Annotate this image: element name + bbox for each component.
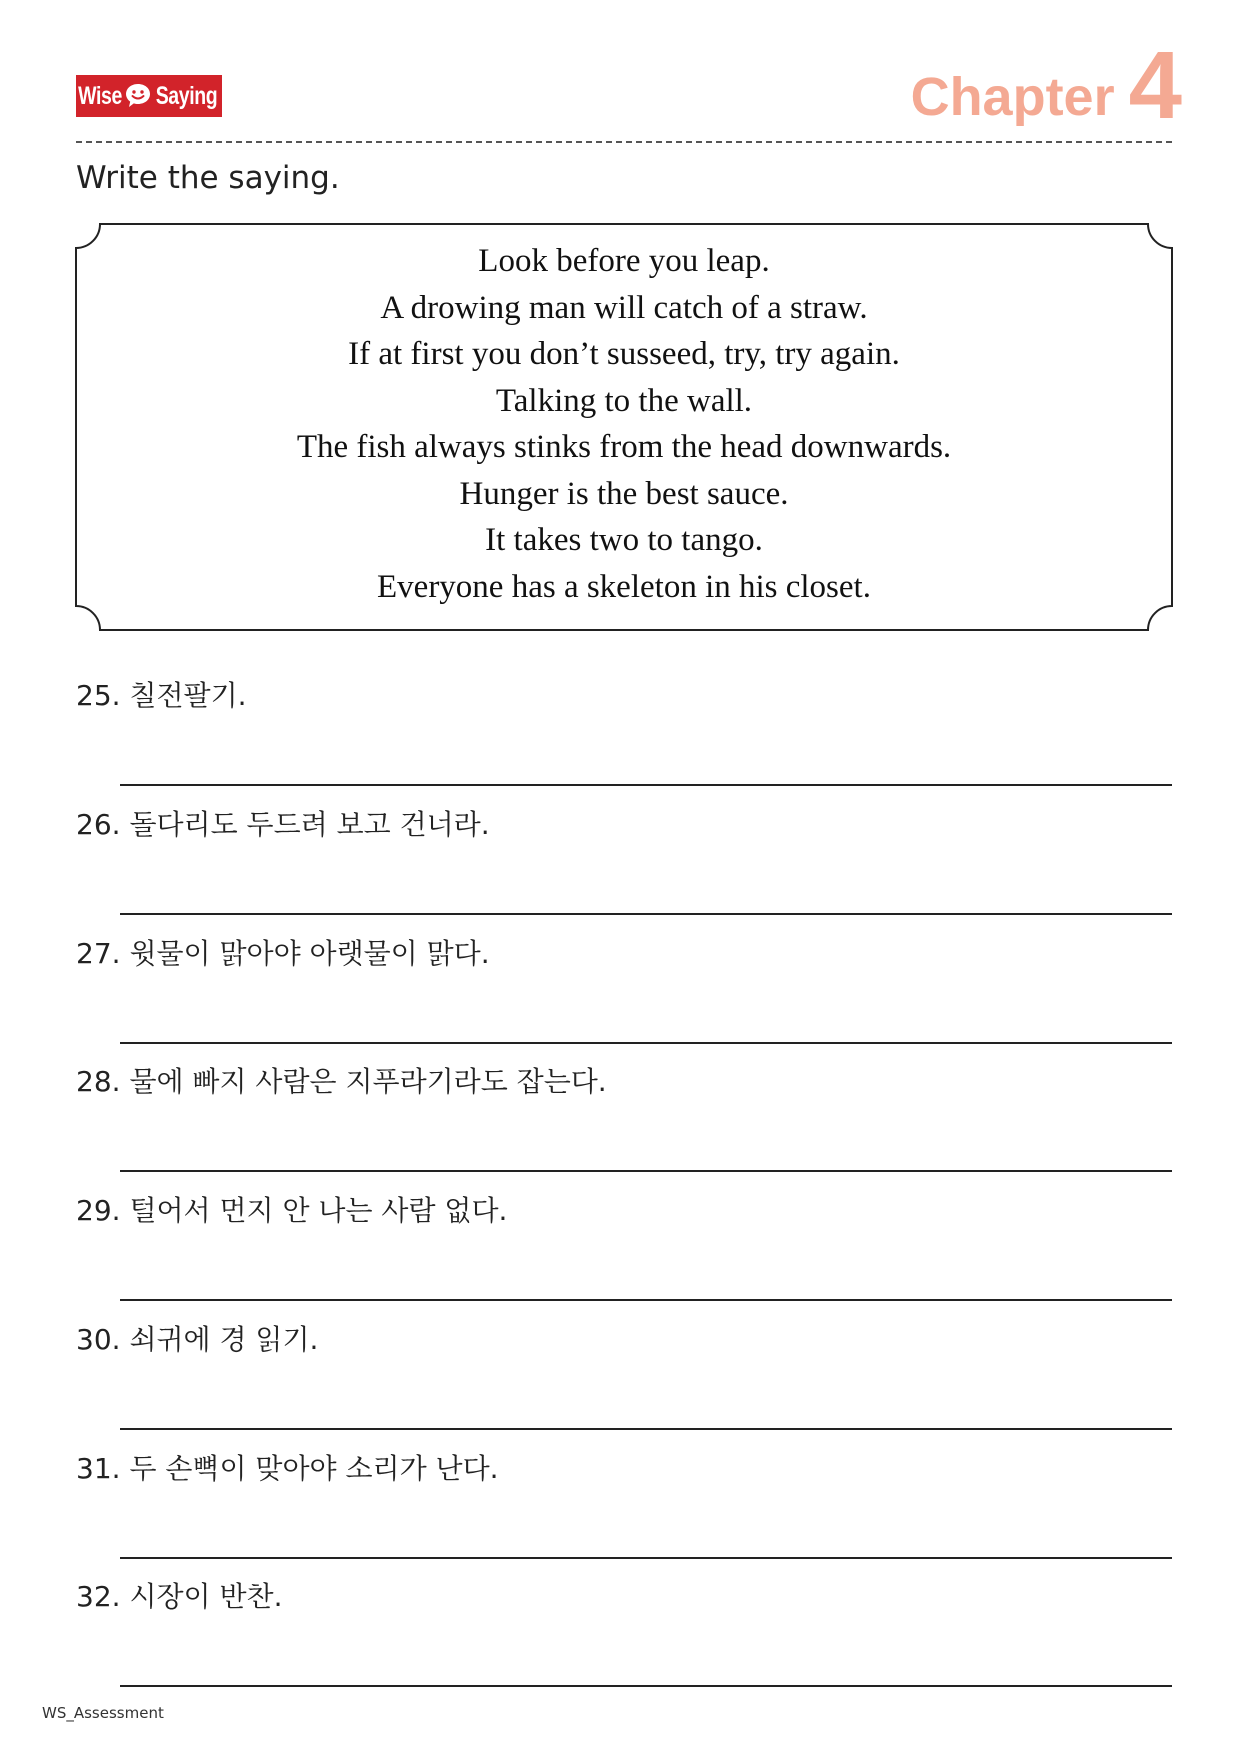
question-prompt — [76, 1575, 282, 1615]
chapter-label: Chapter — [910, 67, 1115, 127]
question-number: 26. — [76, 808, 121, 841]
question-prompt — [76, 932, 490, 972]
question-text: 윗물이 맑아야 아랫물이 맑다. — [129, 937, 490, 970]
question-25 — [76, 674, 1172, 803]
logo-word-wise: Wise — [78, 81, 123, 110]
question-number: 32. — [76, 1580, 121, 1613]
footer-label: WS_Assessment — [42, 1704, 164, 1722]
sayings-list — [76, 238, 1172, 610]
logo-word-saying: Saying — [155, 81, 217, 110]
question-text: 털어서 먼지 안 나는 사람 없다. — [129, 1194, 508, 1227]
question-26 — [76, 803, 1172, 932]
answer-line[interactable] — [120, 1170, 1172, 1172]
question-number: 28. — [76, 1065, 121, 1098]
question-prompt — [76, 674, 247, 714]
question-30 — [76, 1318, 1172, 1447]
answer-line[interactable] — [120, 1042, 1172, 1044]
question-prompt — [76, 803, 490, 843]
answer-line[interactable] — [120, 1299, 1172, 1301]
saying-item: A drowing man will catch of a straw. — [380, 289, 868, 326]
question-prompt — [76, 1060, 607, 1100]
saying-item: Talking to the wall. — [495, 382, 753, 419]
question-28 — [76, 1060, 1172, 1189]
question-27 — [76, 932, 1172, 1061]
saying-item: It takes two to tango. — [485, 522, 763, 558]
answer-line[interactable] — [120, 1428, 1172, 1430]
question-prompt — [76, 1189, 507, 1229]
question-number: 31. — [76, 1452, 121, 1485]
wise-saying-logo — [76, 75, 222, 117]
question-prompt — [76, 1447, 499, 1487]
question-text: 시장이 반찬. — [129, 1580, 283, 1613]
saying-item: Hunger is the best sauce. — [459, 475, 789, 512]
question-text: 쇠귀에 경 읽기. — [129, 1323, 319, 1356]
instruction-text: Write the saying. — [76, 160, 340, 196]
chapter-heading — [910, 32, 1182, 139]
question-text: 두 손뼉이 맞아야 소리가 난다. — [129, 1452, 499, 1485]
smiley-speech-bubble-icon — [123, 81, 153, 111]
question-31 — [76, 1447, 1172, 1576]
question-prompt — [76, 1318, 318, 1358]
saying-item: If at first you don’t susseed, try, try again. — [348, 336, 900, 372]
question-number: 27. — [76, 937, 121, 970]
question-29 — [76, 1189, 1172, 1318]
question-text: 돌다리도 두드려 보고 건너라. — [129, 808, 490, 841]
saying-item: The fish always stinks from the head downwards. — [296, 429, 952, 465]
answer-line[interactable] — [120, 1685, 1172, 1687]
question-text: 물에 빠지 사람은 지푸라기라도 잡는다. — [129, 1065, 607, 1098]
question-number: 25. — [76, 679, 121, 712]
chapter-number: 4 — [1128, 32, 1182, 139]
question-number: 29. — [76, 1194, 121, 1227]
answer-line[interactable] — [120, 913, 1172, 915]
question-32 — [76, 1575, 1172, 1704]
question-text: 칠전팔기. — [129, 679, 247, 712]
dashed-divider — [76, 141, 1172, 143]
saying-item: Everyone has a skeleton in his closet. — [377, 568, 871, 605]
saying-item: Look before you leap. — [478, 243, 770, 279]
answer-line[interactable] — [120, 1557, 1172, 1559]
question-number: 30. — [76, 1323, 121, 1356]
answer-line[interactable] — [120, 784, 1172, 786]
